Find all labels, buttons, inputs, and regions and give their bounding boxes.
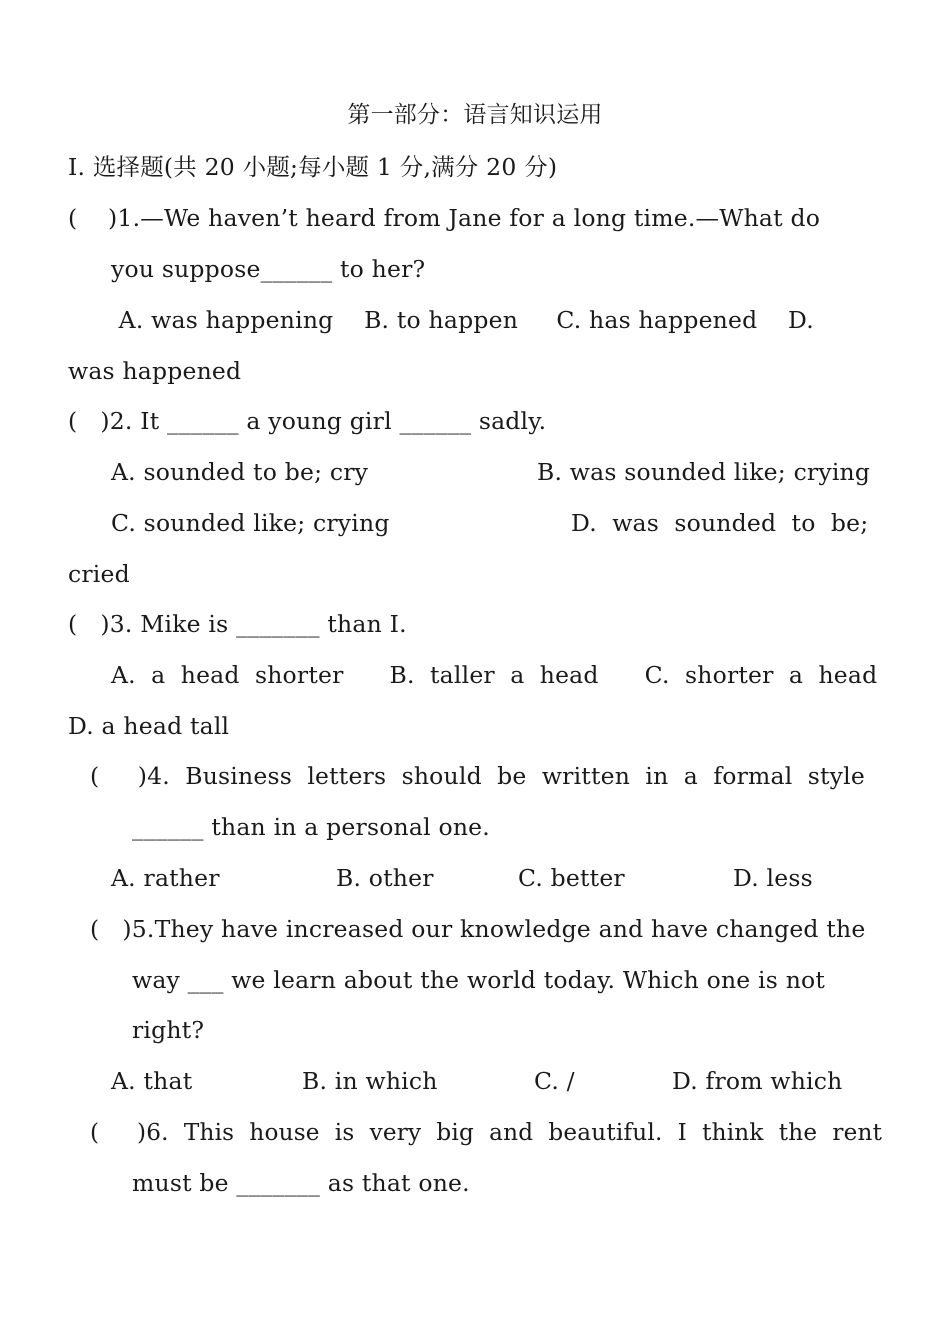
section-title: 第一部分：语言知识运用 (347, 102, 603, 128)
question-5-option-d: D. from which (672, 1067, 843, 1095)
question-6-line2: must be _______ as that one. (132, 1169, 470, 1197)
question-4-line1: ( )4. Business letters should be written in a formal style (90, 762, 865, 790)
question-2-option-b: B. was sounded like; crying (537, 458, 871, 486)
question-1-options: A. was happening B. to happen C. has happened D. (111, 306, 814, 334)
question-4-option-b: B. other (336, 864, 434, 892)
question-5-option-c: C. / (534, 1067, 575, 1095)
part-heading: I. 选择题(共 20 小题;每小题 1 分,满分 20 分) (68, 153, 558, 181)
question-4-option-a: A. rather (111, 864, 220, 892)
question-1-line1: ( )1.—We haven’t heard from Jane for a long time.—What do (68, 204, 821, 232)
question-4-option-c: C. better (518, 864, 625, 892)
question-4-option-d: D. less (733, 864, 813, 892)
question-2-line1: ( )2. It ______ a young girl ______ sadly. (68, 407, 547, 435)
question-6-line1: ( )6. This house is very big and beautiful. I think the rent (90, 1118, 883, 1146)
question-4-line2: ______ than in a personal one. (132, 813, 490, 841)
question-1-wrap: was happened (68, 357, 242, 385)
question-5-option-a: A. that (111, 1067, 193, 1095)
question-5-line2: way ___ we learn about the world today. Which one is not (132, 966, 826, 994)
question-5-line1: ( )5.They have increased our knowledge and have changed the (90, 915, 866, 943)
question-3-options: A. a head shorter B. taller a head C. shorter a head (111, 661, 878, 689)
question-3-line1: ( )3. Mike is _______ than I. (68, 610, 407, 638)
question-2-option-c: C. sounded like; crying (111, 509, 390, 537)
question-5-line3: right? (132, 1016, 205, 1044)
question-1-line2: you suppose______ to her? (111, 255, 426, 283)
question-2-option-d: D. was sounded to be; (571, 509, 869, 537)
question-3-wrap: D. a head tall (68, 712, 230, 740)
question-2-wrap: cried (68, 560, 130, 588)
question-5-option-b: B. in which (302, 1067, 438, 1095)
question-2-option-a: A. sounded to be; cry (111, 458, 369, 486)
